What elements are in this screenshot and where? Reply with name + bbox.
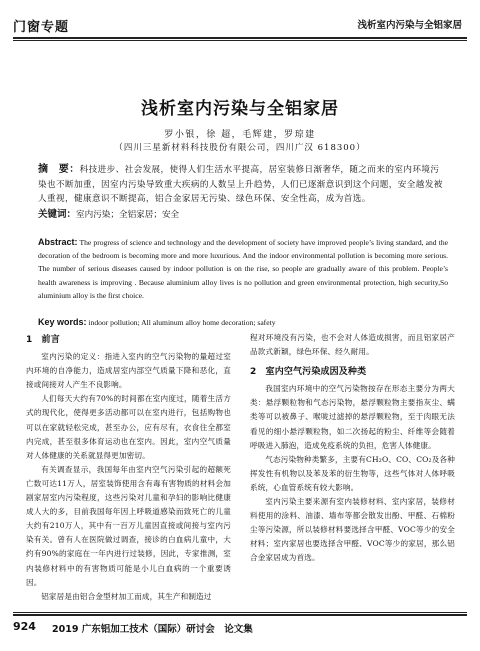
keywords-en-text: indoor pollution; All aluminum alloy home decoration; safety — [88, 318, 276, 327]
page-number: 924 — [13, 620, 36, 633]
footer-rule — [13, 614, 467, 616]
abstract-cn-label: 摘 要： — [38, 164, 80, 175]
abstract-cn — [38, 163, 448, 207]
section-label: 门窗专题 — [13, 20, 70, 35]
paragraph: 铝家居是由铝合金型材加工而成，其生产和制造过 — [41, 591, 212, 601]
article-title: 浅析室内污染与全铝家居 — [141, 99, 339, 119]
abstract-en — [38, 236, 448, 302]
paragraph: 人们每天大约有70%的时间都在室内度过，随着生活方式的现代化，使得更多活动都可以在室内进行，包括购物也可以在家就轻松完成，甚至办公，应有尽有，衣食住全都室内完成，甚至很多体育运动也在室内。因此，室内空气质量对人体健康的关系就显得更加密切。 — [26, 394, 231, 460]
paragraph: 有关调查显示，我国每年由室内空气污染引起的超额死亡数可达11万人，居室装饰使用含有毒有害物质的材料会加剧家居室内污染程度，这些污染对儿童和孕妇的影响比健康成人大的多，目前我国每年因上呼吸道感染而致死亡的儿童大约有210万人，其中有一百万儿童因直接或间接与室内污染有关。曾有人在医院做过调查，接诊的白血病儿童中，大约有90%的家庭在一年内进行过装修，因此，专家推测，室内装修材料中的有害物质可能是小儿白血病的一个重要诱因。 — [26, 464, 231, 587]
article-affiliation: （四川三星新材料科技股份有限公司，四川广汉 618300） — [114, 143, 366, 153]
abstract-cn-text: 科技进步、社会发展，使得人们生活水平提高，居室装修日渐奢华，随之而来的室内环境污染也不断加重，因室内污染导致重大疾病的人数呈上升趋势，人们已逐渐意识到这个问题，安全越发被人重视，健康意识不断提高，铝合金家居无污染、绿色环保、安全性高，成为首选。 — [38, 165, 443, 204]
footer-rule-thin — [13, 612, 467, 613]
abstract-en-text: The progress of science and technology and the development of society have improved people’s living standard, and the decoration of the bedroom is becoming more and more luxurious. And the indoor environmental pollution is becoming more serious. The number of serious diseases caused by indoor pollution is on the rise, so people are gradually aware of this problem. People’s health awareness is improving . Because aluminium alloy lives is no pollution and green environmental protection, high security,So aluminium alloy is the first choice. — [38, 238, 449, 300]
abstract-en-label: Abstract: — [38, 237, 78, 247]
header-rule — [13, 37, 467, 39]
keywords-en-label: Key words: — [38, 317, 87, 327]
paragraph: 程对环境没有污染，也不会对人体造成损害，而且铝家居产品款式新颖，绿色环保、经久耐用。 — [250, 333, 455, 357]
section-heading-causes: 2 室内空气污染成因及种类 — [250, 367, 367, 378]
paragraph: 室内污染主要来源有室内装修材料、室内家居，装修材料使用的涂料、油漆、墙布等都会散发出酚、甲醛、石棉粉尘等污染源，所以装修材料要选择含甲醛、VOC等少的安全材料；室内家居也要选择含甲醛、VOC等少的家居，那么铝合金家居成为首选。 — [250, 497, 455, 563]
keywords-cn — [38, 208, 448, 222]
article-authors: 罗小银，徐 超，毛辉建，罗琼建 — [164, 130, 316, 140]
keywords-en — [38, 316, 448, 329]
body-column-right — [250, 331, 455, 566]
running-title: 浅析室内污染与全铝家居 — [357, 20, 462, 31]
section-heading-intro: 1 前言 — [26, 335, 60, 345]
body-column-left — [26, 331, 231, 604]
paragraph: 我国室内环境中的空气污染物按存在形态主要分为两大类：悬浮颗粒物和气态污染物，悬浮颗粒物主要指灰尘、螨类等可以被鼻子、喉咙过滤掉的悬浮颗粒物，至于肉眼无法看见的细小悬浮颗粒物，如二次扬起的粉尘、纤维等会随着呼吸进入肺泡，造成免疫系统的负担，危害人体健康。 — [250, 384, 455, 450]
conference-name: 2019 广东铝加工技术（国际）研讨会 论文集 — [52, 624, 253, 635]
header-rule-thin — [13, 40, 467, 41]
paragraph: 气态污染物种类繁多，主要有CH₂O、CO、CO₂及各种挥发性有机物以及苯及苯的衍生物等，这些气体对人体呼吸系统，心血管系统有较大影响。 — [250, 454, 455, 492]
keywords-cn-label: 关键词： — [38, 209, 77, 220]
keywords-cn-text: 室内污染；全铝家居；安全 — [76, 210, 180, 220]
paragraph: 室内污染的定义：指进入室内的空气污染物的量超过室内环境的自净能力，造成居室内部空气质量下降和恶化，直接或间接对人产生不良影响。 — [26, 352, 231, 390]
